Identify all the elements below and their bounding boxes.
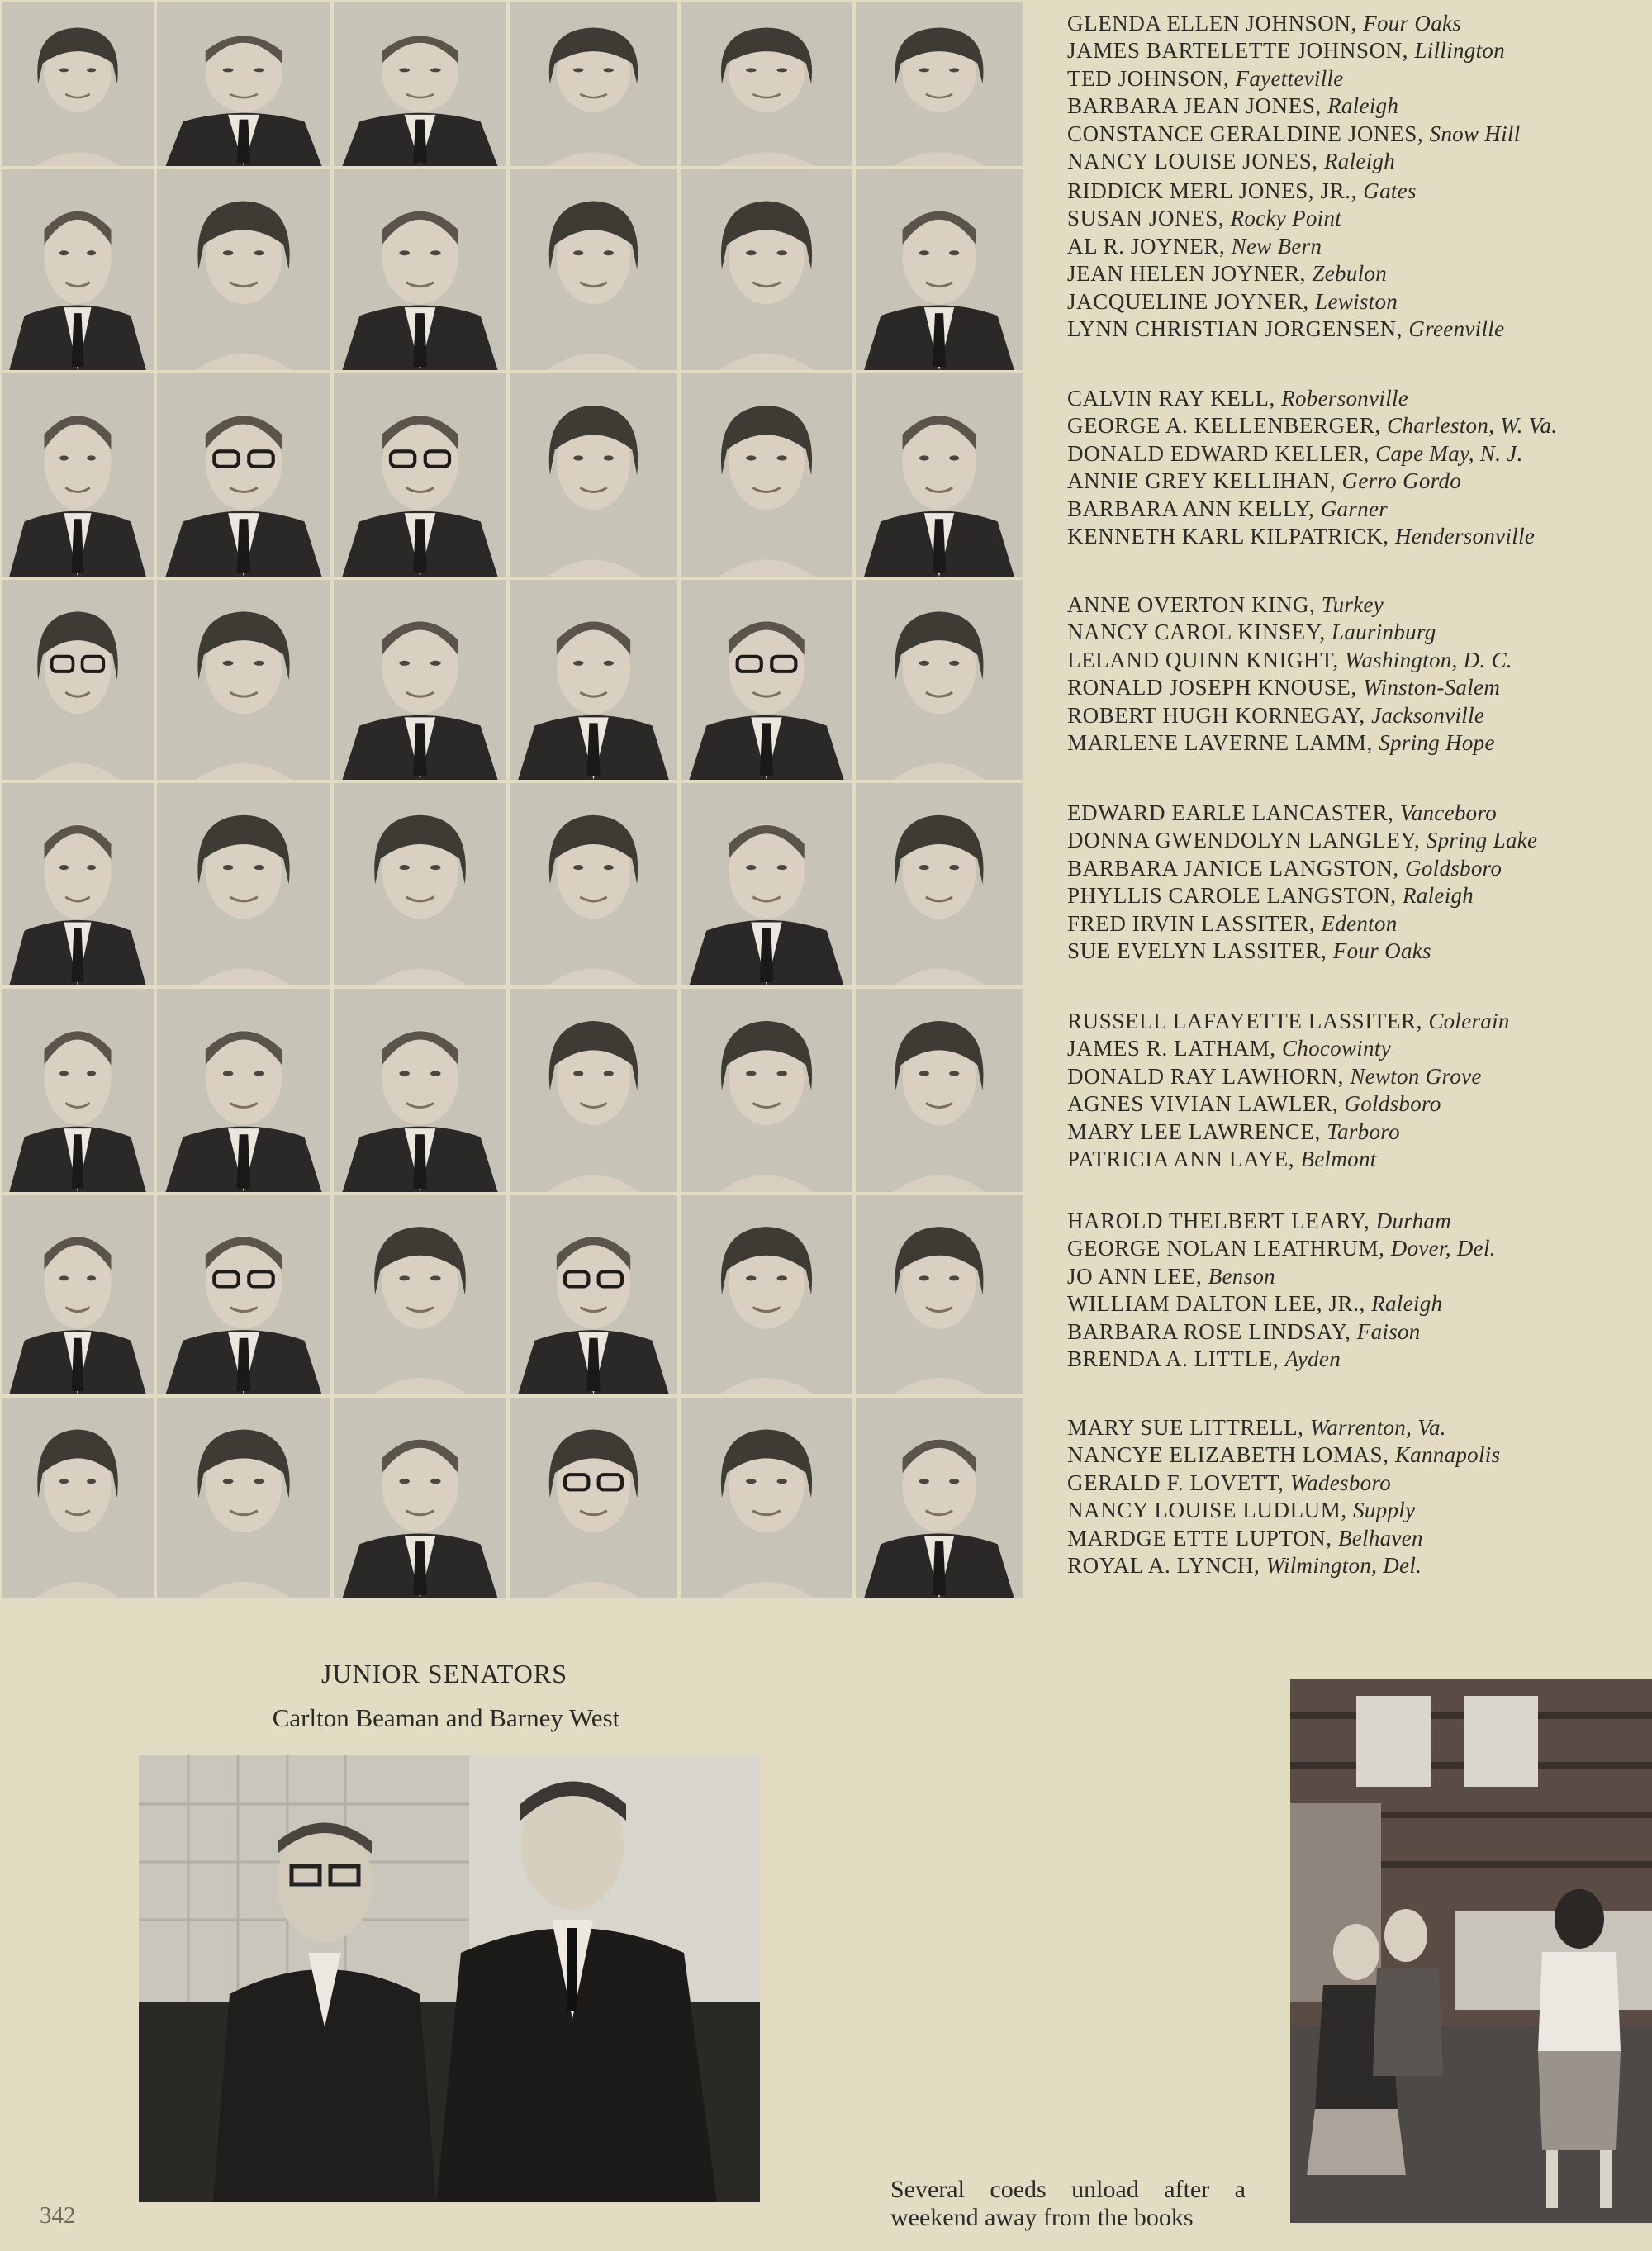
roster-entry bbox=[1067, 496, 1645, 523]
student-hometown: Spring Lake bbox=[1426, 828, 1538, 853]
student-hometown: Benson bbox=[1208, 1263, 1275, 1289]
student-hometown: Colerain bbox=[1428, 1009, 1510, 1033]
student-hometown: Wadesboro bbox=[1289, 1470, 1392, 1495]
student-name: JEAN HELEN JOYNER, bbox=[1067, 261, 1313, 287]
roster-entry bbox=[1067, 10, 1645, 37]
roster-entry bbox=[1067, 178, 1645, 205]
student-hometown: Belhaven bbox=[1337, 1525, 1423, 1551]
student-hometown: Fayetteville bbox=[1235, 65, 1344, 91]
roster-entry bbox=[1067, 800, 1645, 827]
student-hometown: Raleigh bbox=[1403, 883, 1474, 909]
student-portrait bbox=[2, 783, 154, 985]
student-name: PATRICIA ANN LAYE, bbox=[1067, 1147, 1301, 1172]
student-hometown: Goldsboro bbox=[1344, 1091, 1441, 1117]
student-portrait bbox=[157, 1398, 330, 1598]
student-hometown: Goldsboro bbox=[1405, 855, 1502, 881]
student-portrait bbox=[510, 1398, 677, 1598]
student-name: ANNIE GREY KELLIHAN, bbox=[1067, 468, 1342, 494]
roster-entry bbox=[1067, 1146, 1645, 1173]
student-portrait bbox=[2, 2, 154, 166]
student-name: NANCY CAROL KINSEY, bbox=[1067, 620, 1332, 645]
student-hometown: Tarboro bbox=[1327, 1118, 1400, 1144]
student-hometown: Cape May, N. J. bbox=[1375, 440, 1523, 466]
student-name: JAMES BARTELETTE JOHNSON, bbox=[1067, 38, 1415, 64]
student-name: AGNES VIVIAN LAWLER, bbox=[1067, 1091, 1345, 1117]
student-portrait bbox=[681, 2, 852, 166]
portrait-grid bbox=[0, 0, 1024, 1600]
student-name: CALVIN RAY KELL, bbox=[1067, 386, 1282, 411]
roster-entry bbox=[1067, 729, 1645, 757]
student-portrait bbox=[2, 580, 154, 780]
roster-entry bbox=[1067, 37, 1645, 64]
student-portrait bbox=[334, 2, 506, 166]
roster-group bbox=[1067, 591, 1645, 757]
student-portrait bbox=[681, 783, 852, 985]
student-portrait bbox=[510, 1195, 677, 1394]
roster-entry bbox=[1067, 1035, 1645, 1062]
student-portrait bbox=[157, 989, 330, 1192]
student-portrait bbox=[510, 169, 677, 370]
student-hometown: Kannapolis bbox=[1394, 1442, 1501, 1468]
student-portrait bbox=[2, 373, 154, 577]
student-portrait bbox=[856, 1398, 1023, 1598]
roster-entry bbox=[1067, 702, 1645, 729]
student-name: BARBARA ROSE LINDSAY, bbox=[1067, 1318, 1357, 1344]
student-portrait bbox=[334, 1398, 506, 1598]
student-name: FRED IRVIN LASSITER, bbox=[1067, 910, 1322, 936]
student-name: MARLENE LAVERNE LAMM, bbox=[1067, 730, 1379, 756]
student-name: AL R. JOYNER, bbox=[1067, 233, 1232, 259]
student-hometown: Gerro Gordo bbox=[1341, 468, 1462, 494]
student-portrait bbox=[681, 989, 852, 1192]
student-hometown: Greenville bbox=[1408, 316, 1505, 342]
student-hometown: Newton Grove bbox=[1350, 1063, 1482, 1089]
roster-entry bbox=[1067, 647, 1645, 674]
student-name: NANCYE ELIZABETH LOMAS, bbox=[1067, 1442, 1395, 1468]
student-hometown: Garner bbox=[1320, 496, 1389, 521]
roster-entry bbox=[1067, 1263, 1645, 1290]
student-hometown: Warrenton, Va. bbox=[1309, 1415, 1446, 1440]
student-name: ROYAL A. LYNCH, bbox=[1067, 1553, 1266, 1579]
roster-entry bbox=[1067, 1208, 1645, 1235]
roster-entry bbox=[1067, 93, 1645, 120]
student-name: RUSSELL LAFAYETTE LASSITER, bbox=[1067, 1009, 1429, 1033]
student-name: BARBARA JEAN JONES, bbox=[1067, 93, 1328, 119]
student-name: LELAND QUINN KNIGHT, bbox=[1067, 647, 1346, 672]
student-name: MARY SUE LITTRELL, bbox=[1067, 1415, 1310, 1440]
roster-group bbox=[1067, 1208, 1645, 1373]
roster-entry bbox=[1067, 1235, 1645, 1262]
student-name: RONALD JOSEPH KNOUSE, bbox=[1067, 675, 1364, 700]
student-hometown: Vanceboro bbox=[1399, 800, 1498, 825]
roster-entry bbox=[1067, 1318, 1645, 1346]
student-hometown: Charleston, W. Va. bbox=[1387, 413, 1558, 439]
roster-entry bbox=[1067, 288, 1645, 316]
student-portrait bbox=[856, 783, 1023, 985]
senators-caption-title: JUNIOR SENATORS bbox=[320, 1659, 567, 1688]
student-name: KENNETH KARL KILPATRICK, bbox=[1067, 524, 1395, 549]
student-portrait bbox=[157, 2, 330, 166]
student-portrait bbox=[510, 783, 677, 985]
student-portrait bbox=[2, 1398, 154, 1598]
roster-entry bbox=[1067, 316, 1645, 343]
student-portrait bbox=[510, 989, 677, 1192]
roster-entry bbox=[1067, 619, 1645, 646]
student-hometown: Gates bbox=[1363, 178, 1417, 203]
student-hometown: Belmont bbox=[1300, 1147, 1377, 1172]
coeds-caption: Several coeds unload after a weekend away from the books bbox=[890, 2176, 1246, 2231]
student-name: ROBERT HUGH KORNEGAY, bbox=[1067, 702, 1372, 728]
student-hometown: Winston-Salem bbox=[1363, 675, 1501, 700]
student-name: TED JOHNSON, bbox=[1067, 65, 1236, 91]
student-name: MARDGE ETTE LUPTON, bbox=[1067, 1525, 1338, 1551]
student-portrait bbox=[334, 1195, 506, 1394]
student-hometown: Four Oaks bbox=[1332, 938, 1431, 964]
roster-entry bbox=[1067, 1525, 1645, 1552]
student-name: SUE EVELYN LASSITER, bbox=[1067, 938, 1333, 964]
roster-entry bbox=[1067, 938, 1645, 965]
student-portrait bbox=[334, 580, 506, 780]
roster-group bbox=[1067, 178, 1645, 343]
student-name: NANCY LOUISE LUDLUM, bbox=[1067, 1498, 1354, 1523]
roster-entry bbox=[1067, 1470, 1645, 1497]
student-hometown: Jacksonville bbox=[1371, 702, 1485, 728]
student-name: SUSAN JONES, bbox=[1067, 206, 1231, 231]
student-hometown: Chocowinty bbox=[1281, 1036, 1391, 1061]
student-name: EDWARD EARLE LANCASTER, bbox=[1067, 800, 1400, 825]
roster-entry bbox=[1067, 1497, 1645, 1524]
student-name: CONSTANCE GERALDINE JONES, bbox=[1067, 121, 1430, 146]
student-portrait bbox=[856, 169, 1023, 370]
student-hometown: Snow Hill bbox=[1429, 121, 1521, 146]
student-name: HAROLD THELBERT LEARY, bbox=[1067, 1209, 1376, 1233]
roster-entry bbox=[1067, 1008, 1645, 1035]
student-portrait bbox=[510, 580, 677, 780]
junior-senators-photo bbox=[139, 1755, 760, 2202]
student-portrait bbox=[510, 373, 677, 577]
roster-entry bbox=[1067, 1441, 1645, 1469]
student-hometown: Faison bbox=[1356, 1318, 1421, 1344]
roster-group bbox=[1067, 385, 1645, 550]
student-hometown: Wilmington, Del. bbox=[1265, 1553, 1422, 1579]
student-hometown: Raleigh bbox=[1327, 93, 1399, 119]
student-portrait bbox=[157, 169, 330, 370]
student-name: DONALD RAY LAWHORN, bbox=[1067, 1063, 1351, 1089]
student-hometown: Supply bbox=[1353, 1498, 1416, 1523]
student-portrait bbox=[681, 373, 852, 577]
student-name: BARBARA ANN KELLY, bbox=[1067, 496, 1321, 521]
roster-entry bbox=[1067, 440, 1645, 468]
student-portrait bbox=[334, 373, 506, 577]
roster-entry bbox=[1067, 1346, 1645, 1373]
student-name: GEORGE A. KELLENBERGER, bbox=[1067, 413, 1388, 439]
roster-entry bbox=[1067, 121, 1645, 148]
roster-entry bbox=[1067, 827, 1645, 854]
student-name: JAMES R. LATHAM, bbox=[1067, 1036, 1282, 1061]
roster-entry bbox=[1067, 591, 1645, 619]
student-name: DONALD EDWARD KELLER, bbox=[1067, 440, 1376, 466]
student-name: JO ANN LEE, bbox=[1067, 1263, 1208, 1289]
student-hometown: Zebulon bbox=[1312, 261, 1387, 287]
roster-entry bbox=[1067, 148, 1645, 175]
student-name: BARBARA JANICE LANGSTON, bbox=[1067, 855, 1406, 881]
student-portrait bbox=[157, 1195, 330, 1394]
student-portrait bbox=[334, 169, 506, 370]
student-name: JACQUELINE JOYNER, bbox=[1067, 288, 1316, 314]
roster-entry bbox=[1067, 468, 1645, 495]
student-portrait bbox=[157, 580, 330, 780]
student-hometown: New Bern bbox=[1231, 233, 1322, 259]
student-name: DONNA GWENDOLYN LANGLEY, bbox=[1067, 828, 1427, 853]
roster-group bbox=[1067, 10, 1645, 175]
student-hometown: Four Oaks bbox=[1363, 11, 1462, 36]
roster-entry bbox=[1067, 674, 1645, 701]
roster-group bbox=[1067, 800, 1645, 965]
student-hometown: Hendersonville bbox=[1395, 524, 1536, 549]
student-name: GERALD F. LOVETT, bbox=[1067, 1470, 1290, 1495]
student-name: BRENDA A. LITTLE, bbox=[1067, 1346, 1285, 1372]
roster-entry bbox=[1067, 1118, 1645, 1146]
student-hometown: Raleigh bbox=[1324, 149, 1396, 174]
student-portrait bbox=[681, 1398, 852, 1598]
roster-group bbox=[1067, 1008, 1645, 1173]
student-portrait bbox=[2, 169, 154, 370]
student-portrait bbox=[856, 580, 1023, 780]
student-name: PHYLLIS CAROLE LANGSTON, bbox=[1067, 883, 1403, 909]
roster-entry bbox=[1067, 882, 1645, 909]
student-portrait bbox=[856, 2, 1023, 166]
student-name: WILLIAM DALTON LEE, JR., bbox=[1067, 1291, 1372, 1317]
student-portrait bbox=[334, 783, 506, 985]
roster-entry bbox=[1067, 1063, 1645, 1090]
student-name: RIDDICK MERL JONES, JR., bbox=[1067, 178, 1364, 203]
roster-entry bbox=[1067, 260, 1645, 287]
roster-entry bbox=[1067, 1290, 1645, 1318]
student-portrait bbox=[681, 580, 852, 780]
roster-entry bbox=[1067, 65, 1645, 93]
roster-entry bbox=[1067, 385, 1645, 412]
student-portrait bbox=[157, 373, 330, 577]
student-hometown: Edenton bbox=[1321, 910, 1398, 936]
student-hometown: Turkey bbox=[1321, 592, 1384, 617]
coeds-photo bbox=[1290, 1679, 1652, 2223]
roster-entry bbox=[1067, 523, 1645, 550]
roster-entry bbox=[1067, 1090, 1645, 1118]
student-portrait bbox=[2, 989, 154, 1192]
student-name: ANNE OVERTON KING, bbox=[1067, 592, 1322, 617]
student-hometown: Raleigh bbox=[1371, 1291, 1443, 1317]
student-portrait bbox=[510, 2, 677, 166]
student-hometown: Ayden bbox=[1284, 1346, 1341, 1372]
roster-group bbox=[1067, 1414, 1645, 1579]
student-name: GEORGE NOLAN LEATHRUM, bbox=[1067, 1236, 1391, 1261]
roster-entry bbox=[1067, 233, 1645, 260]
student-portrait bbox=[157, 783, 330, 985]
student-name: MARY LEE LAWRENCE, bbox=[1067, 1118, 1327, 1144]
student-hometown: Lillington bbox=[1414, 38, 1506, 64]
student-hometown: Washington, D. C. bbox=[1345, 647, 1512, 672]
student-name: NANCY LOUISE JONES, bbox=[1067, 149, 1325, 174]
roster-entry bbox=[1067, 1552, 1645, 1579]
page-number: 342 bbox=[40, 2202, 76, 2229]
student-hometown: Laurinburg bbox=[1332, 620, 1436, 645]
student-hometown: Durham bbox=[1375, 1209, 1452, 1233]
roster-entry bbox=[1067, 1414, 1645, 1441]
senators-caption-names: Carlton Beaman and Barney West bbox=[272, 1703, 620, 1732]
student-hometown: Rocky Point bbox=[1230, 206, 1342, 231]
student-portrait bbox=[856, 373, 1023, 577]
roster-entry bbox=[1067, 412, 1645, 439]
student-hometown: Lewiston bbox=[1315, 288, 1398, 314]
student-portrait bbox=[681, 1195, 852, 1394]
student-portrait bbox=[856, 1195, 1023, 1394]
student-hometown: Spring Hope bbox=[1379, 730, 1495, 756]
student-portrait bbox=[334, 989, 506, 1192]
roster-entry bbox=[1067, 855, 1645, 882]
student-portrait bbox=[681, 169, 852, 370]
student-hometown: Dover, Del. bbox=[1390, 1236, 1496, 1261]
student-name: GLENDA ELLEN JOHNSON, bbox=[1067, 11, 1364, 36]
student-name: LYNN CHRISTIAN JORGENSEN, bbox=[1067, 316, 1409, 342]
roster-entry bbox=[1067, 910, 1645, 938]
roster-entry bbox=[1067, 205, 1645, 232]
student-hometown: Robersonville bbox=[1281, 386, 1409, 411]
student-portrait bbox=[2, 1195, 154, 1394]
student-portrait bbox=[856, 989, 1023, 1192]
